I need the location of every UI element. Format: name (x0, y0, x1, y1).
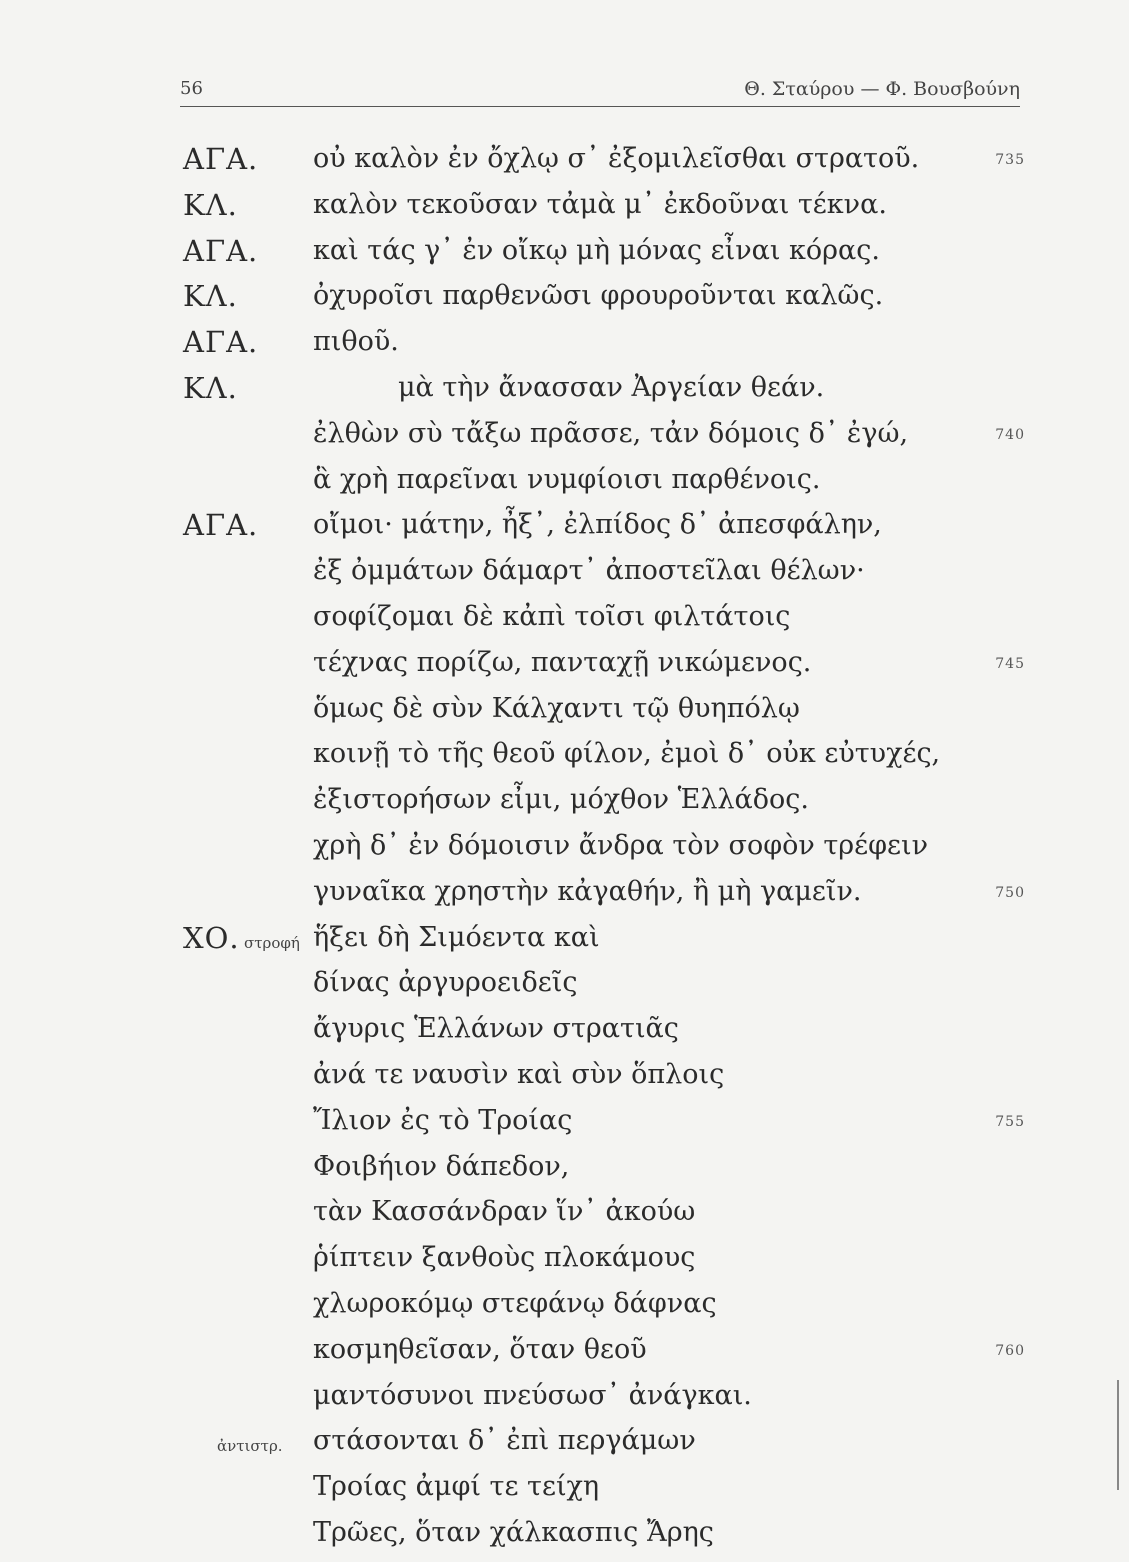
verse-text-line: ἥξει δὴ Σιμόεντα καὶ (313, 921, 600, 953)
verse-line (0, 463, 1129, 509)
verse-line (0, 1104, 1129, 1150)
verse-text-line: ἄγυρις Ἑλλάνων στρατιᾶς (313, 1013, 679, 1045)
verse-line (0, 692, 1129, 738)
verse-text-line: Τρῶες, ὅταν χάλκασπις Ἄρης (313, 1516, 714, 1548)
verse-text-line: πιθοῦ. (313, 326, 399, 358)
speaker-label: ΑΓΑ. (183, 142, 259, 176)
verse-line (0, 1287, 1129, 1333)
verse-line (0, 234, 1129, 280)
speaker-label: ΧΟ. (183, 920, 240, 955)
verse-line (0, 142, 1129, 188)
verse-line (0, 829, 1129, 875)
speaker-label: ΚΛ. (183, 279, 238, 314)
verse-line (0, 737, 1129, 783)
verse-text-line: ἐξ ὀμμάτων δάμαρτ᾽ ἀποστεῖλαι θέλων· (313, 555, 865, 587)
line-number: 740 (995, 426, 1025, 443)
verse-line (0, 1058, 1129, 1104)
verse-text-line: χρὴ δ᾽ ἐν δόμοισιν ἄνδρα τὸν σοφὸν τρέφειν (313, 829, 929, 861)
verse-text-line: ῥίπτειν ξανθοὺς πλοκάμους (313, 1242, 696, 1274)
verse-text-line: γυναῖκα χρηστὴν κἀγαθήν, ἢ μὴ γαμεῖν. (313, 875, 862, 907)
page-header (180, 72, 1020, 107)
verse-text-line: σοφίζομαι δὲ κἀπὶ τοῖσι φιλτάτοις (313, 600, 791, 632)
verse-text-line: στάσονται δ᾽ ἐπὶ περγάμων (313, 1425, 696, 1457)
verse-line (0, 325, 1129, 371)
verse-text-line: ἀνά τε ναυσὶν καὶ σὺν ὅπλοις (313, 1058, 725, 1090)
running-head: Θ. Σταύρου — Φ. Βουσβούνη (744, 78, 1020, 100)
verse-text-line: καλὸν τεκοῦσαν τἀμὰ μ᾽ ἐκδοῦναι τέκνα. (313, 188, 887, 220)
line-number: 755 (995, 1113, 1025, 1130)
page-edge-mark (1117, 1380, 1119, 1490)
verse-line (0, 1379, 1129, 1425)
verse-line (0, 508, 1129, 554)
verse-line (0, 417, 1129, 463)
strophe-marker: ἀντιστρ. (217, 1437, 283, 1456)
verse-text-line: ὅμως δὲ σὺν Κάλχαντι τῷ θυηπόλῳ (313, 692, 800, 724)
verse-line (0, 921, 1129, 967)
verse-line (0, 1516, 1129, 1562)
verse-line (0, 1012, 1129, 1058)
verse-text-line: μαντόσυνοι πνεύσωσ᾽ ἀνάγκαι. (313, 1379, 752, 1411)
verse-text (0, 142, 1129, 1562)
verse-line (0, 646, 1129, 692)
verse-line (0, 554, 1129, 600)
verse-text-line: οὐ καλὸν ἐν ὄχλῳ σ᾽ ἐξομιλεῖσθαι στρατοῦ. (313, 143, 920, 174)
verse-line (0, 966, 1129, 1012)
speaker-label: ΑΓΑ. (183, 508, 259, 543)
strophe-marker: στροφή (244, 933, 300, 952)
verse-line (0, 1195, 1129, 1241)
verse-text-line: μὰ τὴν ἄνασσαν Ἀργείαν θεάν. (398, 371, 825, 403)
verse-text-line: κοσμηθεῖσαν, ὅταν θεοῦ (313, 1333, 647, 1365)
verse-line (0, 1333, 1129, 1379)
verse-text-line: ὀχυροῖσι παρθενῶσι φρουροῦνται καλῶς. (313, 280, 884, 312)
verse-text-line: κοινῇ τὸ τῆς θεοῦ φίλον, ἐμοὶ δ᾽ οὐκ εὐτυχές, (313, 738, 941, 770)
verse-text-line: δίνας ἀργυροειδεῖς (313, 967, 578, 999)
verse-text-line: Τροίας ἀμφί τε τείχη (313, 1471, 600, 1503)
verse-text-line: ἐξιστορήσων εἶμι, μόχθον Ἑλλάδος. (313, 784, 809, 816)
verse-text-line: ἃ χρὴ παρεῖναι νυμφίοισι παρθένοις. (313, 463, 821, 495)
verse-text-line: Ἴλιον ἐς τὸ Τροίας (313, 1104, 573, 1136)
verse-text-line: ἐλθὼν σὺ τἄξω πρᾶσσε, τἀν δόμοις δ᾽ ἐγώ, (313, 417, 909, 449)
line-number: 745 (995, 655, 1025, 672)
speaker-label: ΚΛ. (183, 187, 238, 222)
verse-line (0, 1470, 1129, 1516)
speaker-label: ΑΓΑ. (183, 233, 259, 268)
verse-line (0, 188, 1129, 234)
speaker-label: ΑΓΑ. (183, 325, 259, 360)
verse-text-line: Φοιβήιον δάπεδον, (313, 1150, 570, 1182)
verse-line (0, 371, 1129, 417)
line-number: 760 (995, 1342, 1025, 1359)
verse-text-line: καὶ τάς γ᾽ ἐν οἴκῳ μὴ μόνας εἶναι κόρας. (313, 234, 880, 266)
verse-text-line: τέχνας πορίζω, πανταχῇ νικώμενος. (313, 646, 812, 678)
verse-text-line: οἴμοι· μάτην, ἦξ᾽, ἐλπίδος δ᾽ ἀπεσφάλην, (313, 509, 882, 541)
verse-line (0, 1241, 1129, 1287)
verse-line (0, 875, 1129, 921)
speaker-label: ΚΛ. (183, 370, 238, 405)
line-number: 735 (995, 152, 1025, 168)
line-number: 750 (995, 884, 1025, 901)
verse-line (0, 783, 1129, 829)
verse-text-line: τὰν Κασσάνδραν ἵν᾽ ἀκούω (313, 1196, 696, 1228)
verse-line (0, 279, 1129, 325)
verse-line (0, 1150, 1129, 1196)
verse-line (0, 600, 1129, 646)
verse-line (0, 1424, 1129, 1470)
verse-text-line: χλωροκόμῳ στεφάνῳ δάφνας (313, 1287, 717, 1319)
page-number: 56 (180, 78, 203, 99)
